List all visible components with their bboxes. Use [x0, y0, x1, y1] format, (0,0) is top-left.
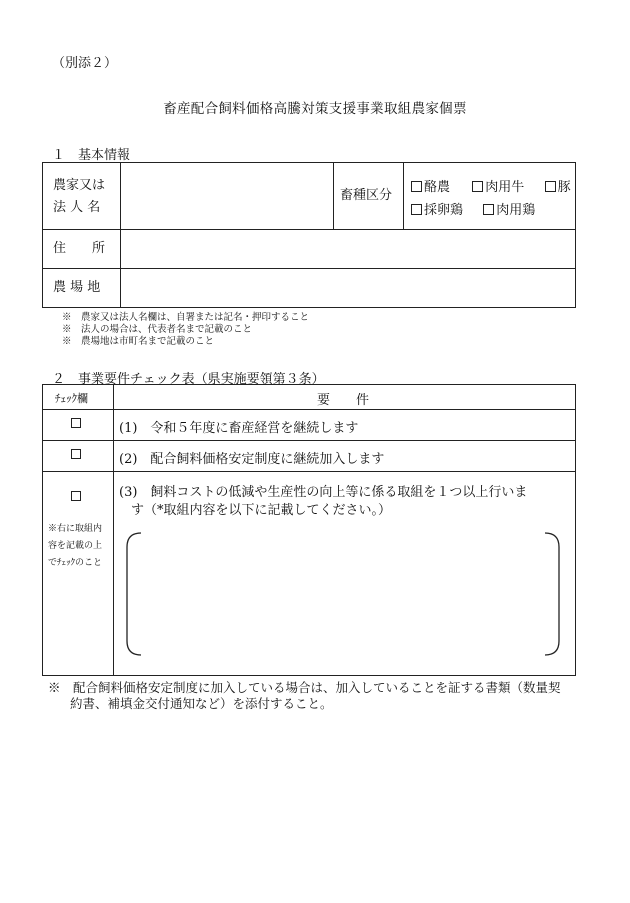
- requirements-table: [42, 384, 576, 676]
- col-divider: [113, 385, 114, 675]
- col-divider: [333, 163, 334, 229]
- livestock-options-row2: [411, 199, 535, 218]
- requirement-column-header: 要 件: [317, 393, 370, 408]
- requirement-2-text: (2) 配合飼料価格安定制度に継続加入します: [119, 452, 385, 467]
- row-divider: [43, 409, 575, 410]
- checkbox-icon[interactable]: [483, 204, 494, 215]
- requirement-3-side-note: ※右に取組内 容を記載の上 でﾁｪｯｸのこと: [48, 524, 103, 568]
- option-laying-hen[interactable]: 採卵鶏: [411, 203, 463, 218]
- requirement-1-text: (1) 令和５年度に畜産経営を継続します: [119, 421, 359, 436]
- note-3: ※ 農場地は市町名まで記載のこと: [62, 336, 215, 347]
- row-divider: [43, 440, 575, 441]
- row-divider: [43, 229, 575, 230]
- livestock-type-label: 畜種区分: [340, 188, 393, 203]
- page-title: 畜産配合飼料価格高騰対策支援事業取組農家個票: [163, 101, 467, 117]
- col-divider: [120, 163, 121, 307]
- checkbox-icon[interactable]: [411, 204, 422, 215]
- note-1: ※ 農家又は法人名欄は、自署または記名・押印すること: [62, 312, 310, 323]
- note-2: ※ 法人の場合は、代表者名まで記載のこと: [62, 324, 253, 335]
- footnote: ※ 配合飼料価格安定制度に加入している場合は、加入していることを証する書類（数量契 約書、補填金交付通知など）を添付すること。: [48, 680, 561, 711]
- farmer-name-label: 農家又は 法 人 名: [53, 178, 106, 215]
- row-divider: [43, 268, 575, 269]
- address-label: 住 所: [53, 241, 106, 256]
- checkbox-icon[interactable]: [411, 181, 422, 192]
- farm-location-field[interactable]: [127, 270, 567, 305]
- requirement-3-text-line2: す（*取組内容を以下に記載してください。）: [131, 503, 392, 518]
- basic-info-table: [42, 162, 576, 308]
- farm-location-label: 農 場 地: [53, 280, 101, 295]
- checkbox-icon[interactable]: [472, 181, 483, 192]
- option-pig[interactable]: 豚: [545, 180, 571, 195]
- option-broiler[interactable]: 肉用鶏: [483, 203, 535, 218]
- requirement-2-checkbox[interactable]: [71, 449, 81, 459]
- option-dairy[interactable]: 酪農: [411, 180, 450, 195]
- checkbox-icon[interactable]: [545, 181, 556, 192]
- section1-heading: １ 基本情報: [52, 148, 131, 163]
- livestock-options-row1: [411, 176, 571, 195]
- check-column-header: ﾁｪｯｸ欄: [55, 392, 88, 405]
- requirement-1-checkbox[interactable]: [71, 418, 81, 428]
- requirement-3-text-line1: (3) 飼料コストの低減や生産性の向上等に係る取組を１つ以上行いま: [119, 485, 528, 500]
- row-divider: [43, 471, 575, 472]
- activity-description-bracket[interactable]: [123, 531, 563, 657]
- address-field[interactable]: [127, 231, 567, 266]
- requirement-3-checkbox[interactable]: [71, 491, 81, 501]
- col-divider: [403, 163, 404, 229]
- section2-heading: ２ 事業要件チェック表（県実施要領第３条）: [52, 372, 325, 387]
- attachment-label: （別添２）: [52, 56, 118, 71]
- option-beef-cattle[interactable]: 肉用牛: [472, 180, 524, 195]
- farmer-name-field[interactable]: [127, 164, 331, 227]
